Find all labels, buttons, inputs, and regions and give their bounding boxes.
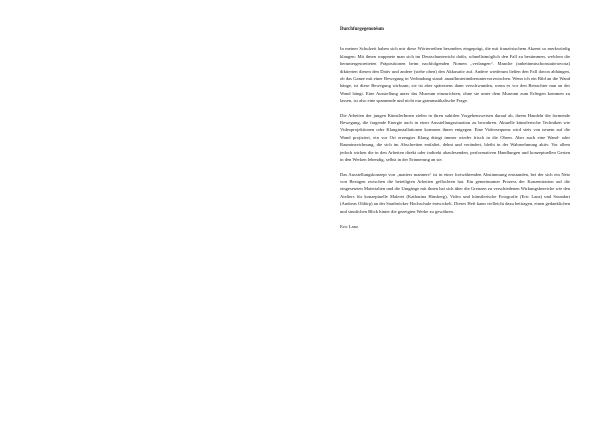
author-signature: Eric Lanz [340, 223, 358, 229]
paragraph-3: Das Ausstellungskonzept von „matters manners“ ist in einer fortwährenden Abstimmung entstanden, bei der sich ein Netz von Bezügen zwischen die beteiligten Arbeiten geflochten hat. Ein gemeinsamer Prozess der Konzentration auf die eingesetzten Materialien und die Umgänge mit ihnen hat sich über die Grenzen zu verschiedenen Wirkungsbereiche wie den Ateliers für konzeptuelle Malerei (Katharina Hinsberg), Video und künstlerische Fotografie (Eric Lanz) und Soundart (Andreas Oldörp) an der Saarbrücker Hochschule entwickelt. Dieses Heft kann vielleicht dazu beitragen, einen gedanklichen und sinnlichen Blick hinter die gezeigten Werke zu gewähren. [340, 171, 570, 214]
right-page [300, 0, 600, 426]
essay-title: Durchfurgegenotéum [340, 27, 384, 32]
paragraph-2: Die Arbeiten der jungen KünstlerInnen zielen in ihren subtilen Vorgehensweisen darauf ab, ihrem Handeln die formende Bewegung, die fragende Energie auch in einer Ausstellungssituation zu bewahren. Aktuelle künstlerische Techniken wie Videoprojektionen oder Klanginstallationen kommen ihnen entgegen: Eine Videosequenz wird stets von neuem auf die Wand projiziert, ein vor Ort erzeugter Klang dringt immer wieder frisch in die Ohren. Aber auch eine Wand- oder Rauminzeichnung, die sich im Abschreiten entfaltet, dehnt und verändert, bleibt in der Wahrnehmung aktiv. Vor allem jedoch wirken die in den Arbeiten direkt oder indirekt abzulesenden, performativen Handlungen und konzeptuellen Gesten in den Werken lebendig, selbst in der Erinnerung an sie. [340, 112, 570, 163]
essay-text-block [340, 26, 570, 237]
paragraph-1: In meiner Schulzeit haben sich mir diese Wörterreihen besonders eingeprägt, die mit französischem Akzent so merkwürdig klangen: Mit ihnen wappnete man sich im Deutschunterricht dafür, schnellstmöglich den Fall zu bestimmen, welchen die heruntergestretteten Präpositionen beim nachfolgenden Nomen „verlangen“. Manche (anbeiinmischonstatteiovosa) diktierten diesen den Dativ und andere (siehe oben) den Akkusativ auf. Andere wiederum ließen den Fall davon abhängen, ob das Ganze mit einer Bewegung in Verbindung stand: anaufhinterinüberuntervorzwischen. Wenn ich ein Bild an die Wand hänge, ist diese Bewegung wirksam; sie ist aber spätestens dann verschwunden, wenn es vor den Betrachter nun an der Wand hängt. Eine Ausstellung unter das Museum einzurichten, ohne sie unter dem Museum zum Erliegen kommen zu lassen, ist also eine spannende und nicht nur grammatikalische Frage. [340, 46, 570, 104]
